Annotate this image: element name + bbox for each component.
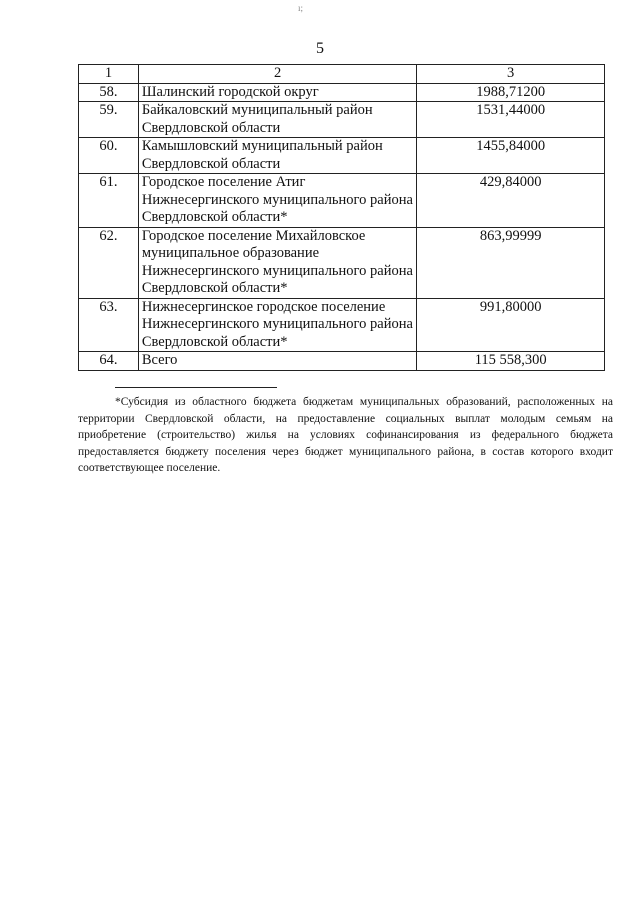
subsidy-amount: 1531,44000 (417, 102, 605, 138)
municipality-name: Нижнесергинское городское поселение Нижнесергинского муниципального района Свердловской области* (138, 298, 416, 352)
row-number: 58. (79, 83, 139, 102)
subsidy-amount: 429,84000 (417, 174, 605, 228)
column-header: 3 (417, 65, 605, 84)
row-number: 62. (79, 227, 139, 298)
subsidy-amount: 863,99999 (417, 227, 605, 298)
municipality-name: Городское поселение Атиг Нижнесергинского муниципального района Свердловской области* (138, 174, 416, 228)
row-number: 63. (79, 298, 139, 352)
row-number: 60. (79, 138, 139, 174)
table-header-row (79, 65, 605, 84)
row-number: 59. (79, 102, 139, 138)
footnote-divider (115, 387, 277, 388)
table-row (79, 227, 605, 298)
subsidy-amount: 1455,84000 (417, 138, 605, 174)
page-number: 5 (316, 40, 324, 57)
municipality-name: Шалинский городской округ (138, 83, 416, 102)
total-amount: 115 558,300 (417, 352, 605, 371)
total-label: Всего (138, 352, 416, 371)
municipality-name: Городское поселение Михайловское муниципальное образование Нижнесергинского муниципального района Свердловской области* (138, 227, 416, 298)
table-row (79, 102, 605, 138)
footnote-text: *Субсидия из областного бюджета бюджетам муниципальных образований, расположенных на территории Свердловской области, на предоставление социальных выплат молодым семьям на приобретение (строительство) жилья на условиях софинансирования из федерального бюджета предоставляется бюджету поселения через бюджет муниципального района, в состав которого входит соответствующее поселение. (78, 396, 613, 474)
table-row (79, 174, 605, 228)
row-number: 61. (79, 174, 139, 228)
column-header: 1 (79, 65, 139, 84)
municipality-name: Байкаловский муниципальный район Свердловской области (138, 102, 416, 138)
table-row-total (79, 352, 605, 371)
table-row (79, 83, 605, 102)
subsidy-amount: 1988,71200 (417, 83, 605, 102)
scan-mark: ı; (298, 3, 304, 13)
column-header: 2 (138, 65, 416, 84)
subsidy-amount: 991,80000 (417, 298, 605, 352)
table-row (79, 138, 605, 174)
municipality-name: Камышловский муниципальный район Свердловской области (138, 138, 416, 174)
table-row (79, 298, 605, 352)
row-number: 64. (79, 352, 139, 371)
subsidy-table (78, 64, 605, 371)
